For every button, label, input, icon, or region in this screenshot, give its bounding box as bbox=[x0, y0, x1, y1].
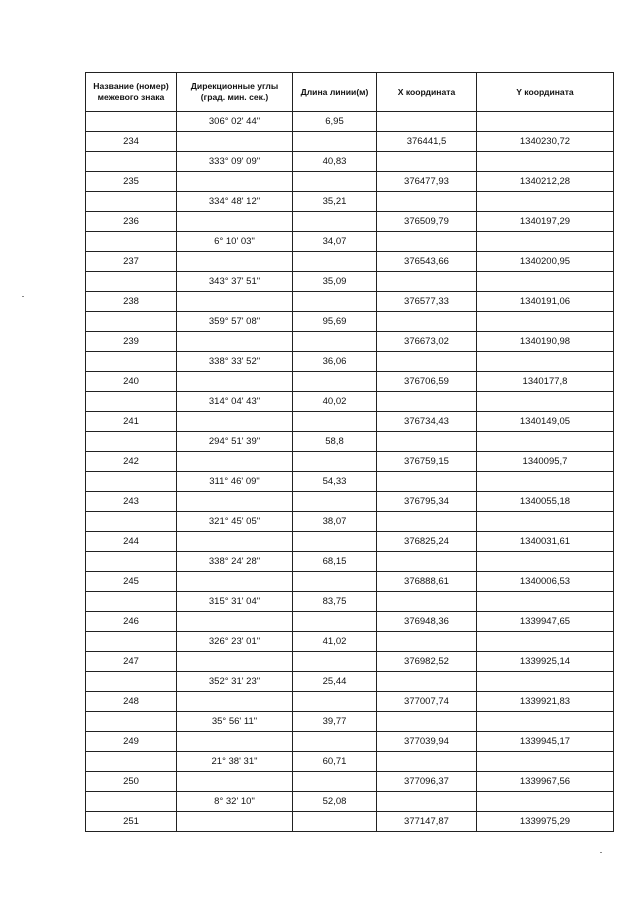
marker-point-row bbox=[86, 812, 614, 832]
line-length-cell: 95,69 bbox=[293, 312, 377, 332]
empty-cell bbox=[177, 292, 293, 312]
empty-cell bbox=[86, 192, 177, 212]
empty-cell bbox=[86, 792, 177, 812]
empty-cell bbox=[293, 332, 377, 352]
empty-cell bbox=[177, 132, 293, 152]
direction-angle-cell: 321° 45' 05" bbox=[177, 512, 293, 532]
empty-cell bbox=[86, 712, 177, 732]
empty-cell bbox=[86, 232, 177, 252]
empty-cell bbox=[377, 392, 477, 412]
direction-angle-cell: 326° 23' 01" bbox=[177, 632, 293, 652]
x-coordinate-cell: 376477,93 bbox=[377, 172, 477, 192]
marker-point-row bbox=[86, 132, 614, 152]
direction-angle-cell: 306° 02' 44" bbox=[177, 112, 293, 132]
empty-cell bbox=[293, 692, 377, 712]
empty-cell bbox=[377, 352, 477, 372]
direction-angle-cell: 8° 32' 10" bbox=[177, 792, 293, 812]
segment-row bbox=[86, 512, 614, 532]
x-coordinate-cell: 377039,94 bbox=[377, 732, 477, 752]
empty-cell bbox=[177, 812, 293, 832]
line-length-cell: 34,07 bbox=[293, 232, 377, 252]
y-coordinate-cell: 1340200,95 bbox=[477, 252, 614, 272]
marker-point-row bbox=[86, 452, 614, 472]
marker-name-cell: 249 bbox=[86, 732, 177, 752]
header-direction-angle: Дирекционные углы (град. мин. сек.) bbox=[177, 73, 293, 112]
y-coordinate-cell: 1340212,28 bbox=[477, 172, 614, 192]
marker-point-row bbox=[86, 652, 614, 672]
x-coordinate-cell: 376706,59 bbox=[377, 372, 477, 392]
empty-cell bbox=[477, 112, 614, 132]
empty-cell bbox=[477, 552, 614, 572]
marker-name-cell: 239 bbox=[86, 332, 177, 352]
empty-cell bbox=[177, 452, 293, 472]
empty-cell bbox=[86, 512, 177, 532]
empty-cell bbox=[293, 532, 377, 552]
empty-cell bbox=[477, 592, 614, 612]
empty-cell bbox=[293, 452, 377, 472]
segment-row bbox=[86, 192, 614, 212]
empty-cell bbox=[86, 592, 177, 612]
empty-cell bbox=[86, 152, 177, 172]
empty-cell bbox=[377, 432, 477, 452]
empty-cell bbox=[293, 652, 377, 672]
line-length-cell: 41,02 bbox=[293, 632, 377, 652]
empty-cell bbox=[86, 352, 177, 372]
x-coordinate-cell: 376948,36 bbox=[377, 612, 477, 632]
y-coordinate-cell: 1340149,05 bbox=[477, 412, 614, 432]
y-coordinate-cell: 1340230,72 bbox=[477, 132, 614, 152]
x-coordinate-cell: 376825,24 bbox=[377, 532, 477, 552]
empty-cell bbox=[293, 292, 377, 312]
segment-row bbox=[86, 672, 614, 692]
empty-cell bbox=[377, 472, 477, 492]
empty-cell bbox=[293, 412, 377, 432]
marker-point-row bbox=[86, 732, 614, 752]
empty-cell bbox=[377, 632, 477, 652]
direction-angle-cell: 333° 09' 09" bbox=[177, 152, 293, 172]
header-line-length: Длина линии(м) bbox=[293, 73, 377, 112]
empty-cell bbox=[477, 392, 614, 412]
empty-cell bbox=[293, 612, 377, 632]
marker-name-cell: 240 bbox=[86, 372, 177, 392]
x-coordinate-cell: 377147,87 bbox=[377, 812, 477, 832]
direction-angle-cell: 338° 24' 28" bbox=[177, 552, 293, 572]
empty-cell bbox=[86, 472, 177, 492]
y-coordinate-cell: 1340031,61 bbox=[477, 532, 614, 552]
empty-cell bbox=[86, 272, 177, 292]
empty-cell bbox=[477, 632, 614, 652]
marker-name-cell: 244 bbox=[86, 532, 177, 552]
segment-row bbox=[86, 592, 614, 612]
scan-speck bbox=[22, 296, 24, 297]
empty-cell bbox=[377, 152, 477, 172]
y-coordinate-cell: 1340055,18 bbox=[477, 492, 614, 512]
empty-cell bbox=[377, 112, 477, 132]
marker-name-cell: 245 bbox=[86, 572, 177, 592]
empty-cell bbox=[377, 552, 477, 572]
empty-cell bbox=[477, 272, 614, 292]
marker-name-cell: 234 bbox=[86, 132, 177, 152]
marker-point-row bbox=[86, 372, 614, 392]
empty-cell bbox=[293, 572, 377, 592]
marker-point-row bbox=[86, 612, 614, 632]
marker-name-cell: 247 bbox=[86, 652, 177, 672]
empty-cell bbox=[477, 192, 614, 212]
line-length-cell: 40,02 bbox=[293, 392, 377, 412]
line-length-cell: 36,06 bbox=[293, 352, 377, 372]
empty-cell bbox=[477, 432, 614, 452]
empty-cell bbox=[293, 492, 377, 512]
line-length-cell: 39,77 bbox=[293, 712, 377, 732]
y-coordinate-cell: 1339975,29 bbox=[477, 812, 614, 832]
x-coordinate-cell: 376759,15 bbox=[377, 452, 477, 472]
x-coordinate-cell: 376888,61 bbox=[377, 572, 477, 592]
direction-angle-cell: 359° 57' 08" bbox=[177, 312, 293, 332]
marker-name-cell: 242 bbox=[86, 452, 177, 472]
empty-cell bbox=[377, 752, 477, 772]
line-length-cell: 52,08 bbox=[293, 792, 377, 812]
empty-cell bbox=[293, 132, 377, 152]
empty-cell bbox=[177, 332, 293, 352]
empty-cell bbox=[293, 812, 377, 832]
segment-row bbox=[86, 632, 614, 652]
marker-name-cell: 246 bbox=[86, 612, 177, 632]
empty-cell bbox=[377, 512, 477, 532]
y-coordinate-cell: 1339921,83 bbox=[477, 692, 614, 712]
direction-angle-cell: 311° 46' 09" bbox=[177, 472, 293, 492]
empty-cell bbox=[377, 272, 477, 292]
empty-cell bbox=[86, 632, 177, 652]
empty-cell bbox=[477, 232, 614, 252]
empty-cell bbox=[477, 512, 614, 532]
table-body bbox=[86, 112, 614, 832]
segment-row bbox=[86, 712, 614, 732]
segment-row bbox=[86, 552, 614, 572]
empty-cell bbox=[86, 552, 177, 572]
empty-cell bbox=[377, 312, 477, 332]
empty-cell bbox=[86, 672, 177, 692]
empty-cell bbox=[293, 732, 377, 752]
segment-row bbox=[86, 472, 614, 492]
y-coordinate-cell: 1340191,06 bbox=[477, 292, 614, 312]
marker-point-row bbox=[86, 772, 614, 792]
empty-cell bbox=[293, 772, 377, 792]
line-length-cell: 83,75 bbox=[293, 592, 377, 612]
segment-row bbox=[86, 232, 614, 252]
y-coordinate-cell: 1340095,7 bbox=[477, 452, 614, 472]
line-length-cell: 6,95 bbox=[293, 112, 377, 132]
marker-point-row bbox=[86, 532, 614, 552]
marker-point-row bbox=[86, 172, 614, 192]
empty-cell bbox=[177, 492, 293, 512]
segment-row bbox=[86, 792, 614, 812]
empty-cell bbox=[177, 572, 293, 592]
empty-cell bbox=[293, 172, 377, 192]
line-length-cell: 68,15 bbox=[293, 552, 377, 572]
x-coordinate-cell: 376795,34 bbox=[377, 492, 477, 512]
empty-cell bbox=[177, 252, 293, 272]
scan-speck bbox=[600, 852, 602, 853]
segment-row bbox=[86, 312, 614, 332]
y-coordinate-cell: 1339967,56 bbox=[477, 772, 614, 792]
y-coordinate-cell: 1340190,98 bbox=[477, 332, 614, 352]
line-length-cell: 38,07 bbox=[293, 512, 377, 532]
empty-cell bbox=[177, 652, 293, 672]
line-length-cell: 35,09 bbox=[293, 272, 377, 292]
x-coordinate-cell: 376509,79 bbox=[377, 212, 477, 232]
y-coordinate-cell: 1340177,8 bbox=[477, 372, 614, 392]
empty-cell bbox=[377, 592, 477, 612]
x-coordinate-cell: 376734,43 bbox=[377, 412, 477, 432]
empty-cell bbox=[177, 372, 293, 392]
marker-name-cell: 250 bbox=[86, 772, 177, 792]
empty-cell bbox=[477, 152, 614, 172]
segment-row bbox=[86, 152, 614, 172]
segment-row bbox=[86, 392, 614, 412]
line-length-cell: 54,33 bbox=[293, 472, 377, 492]
header-x-coordinate: X координата bbox=[377, 73, 477, 112]
header-marker-name: Название (номер) межевого знака bbox=[86, 73, 177, 112]
empty-cell bbox=[86, 392, 177, 412]
line-length-cell: 58,8 bbox=[293, 432, 377, 452]
marker-point-row bbox=[86, 572, 614, 592]
segment-row bbox=[86, 112, 614, 132]
empty-cell bbox=[177, 612, 293, 632]
marker-point-row bbox=[86, 292, 614, 312]
header-y-coordinate: Y координата bbox=[477, 73, 614, 112]
marker-name-cell: 243 bbox=[86, 492, 177, 512]
empty-cell bbox=[177, 212, 293, 232]
marker-point-row bbox=[86, 332, 614, 352]
direction-angle-cell: 343° 37' 51" bbox=[177, 272, 293, 292]
marker-point-row bbox=[86, 252, 614, 272]
direction-angle-cell: 314° 04' 43" bbox=[177, 392, 293, 412]
empty-cell bbox=[293, 212, 377, 232]
marker-point-row bbox=[86, 412, 614, 432]
marker-name-cell: 251 bbox=[86, 812, 177, 832]
marker-name-cell: 248 bbox=[86, 692, 177, 712]
y-coordinate-cell: 1340006,53 bbox=[477, 572, 614, 592]
y-coordinate-cell: 1339945,17 bbox=[477, 732, 614, 752]
empty-cell bbox=[477, 472, 614, 492]
empty-cell bbox=[293, 372, 377, 392]
line-length-cell: 60,71 bbox=[293, 752, 377, 772]
y-coordinate-cell: 1339947,65 bbox=[477, 612, 614, 632]
x-coordinate-cell: 377096,37 bbox=[377, 772, 477, 792]
direction-angle-cell: 6° 10' 03" bbox=[177, 232, 293, 252]
table-header-row bbox=[86, 73, 614, 112]
direction-angle-cell: 21° 38' 31" bbox=[177, 752, 293, 772]
segment-row bbox=[86, 432, 614, 452]
empty-cell bbox=[293, 252, 377, 272]
empty-cell bbox=[477, 792, 614, 812]
empty-cell bbox=[177, 172, 293, 192]
empty-cell bbox=[86, 312, 177, 332]
marker-point-row bbox=[86, 692, 614, 712]
empty-cell bbox=[377, 192, 477, 212]
empty-cell bbox=[477, 752, 614, 772]
direction-angle-cell: 338° 33' 52" bbox=[177, 352, 293, 372]
x-coordinate-cell: 376982,52 bbox=[377, 652, 477, 672]
marker-point-row bbox=[86, 212, 614, 232]
x-coordinate-cell: 377007,74 bbox=[377, 692, 477, 712]
line-length-cell: 25,44 bbox=[293, 672, 377, 692]
empty-cell bbox=[377, 792, 477, 812]
empty-cell bbox=[477, 312, 614, 332]
marker-name-cell: 237 bbox=[86, 252, 177, 272]
x-coordinate-cell: 376577,33 bbox=[377, 292, 477, 312]
marker-name-cell: 236 bbox=[86, 212, 177, 232]
marker-point-row bbox=[86, 492, 614, 512]
marker-name-cell: 241 bbox=[86, 412, 177, 432]
direction-angle-cell: 315° 31' 04" bbox=[177, 592, 293, 612]
direction-angle-cell: 334° 48' 12" bbox=[177, 192, 293, 212]
empty-cell bbox=[177, 412, 293, 432]
empty-cell bbox=[86, 432, 177, 452]
segment-row bbox=[86, 752, 614, 772]
y-coordinate-cell: 1340197,29 bbox=[477, 212, 614, 232]
x-coordinate-cell: 376673,02 bbox=[377, 332, 477, 352]
marker-name-cell: 238 bbox=[86, 292, 177, 312]
empty-cell bbox=[377, 712, 477, 732]
empty-cell bbox=[477, 352, 614, 372]
empty-cell bbox=[477, 712, 614, 732]
boundary-coordinates-table bbox=[85, 72, 614, 832]
empty-cell bbox=[177, 772, 293, 792]
x-coordinate-cell: 376441,5 bbox=[377, 132, 477, 152]
segment-row bbox=[86, 352, 614, 372]
segment-row bbox=[86, 272, 614, 292]
direction-angle-cell: 294° 51' 39" bbox=[177, 432, 293, 452]
direction-angle-cell: 35° 56' 11" bbox=[177, 712, 293, 732]
empty-cell bbox=[377, 672, 477, 692]
empty-cell bbox=[477, 672, 614, 692]
line-length-cell: 40,83 bbox=[293, 152, 377, 172]
empty-cell bbox=[177, 692, 293, 712]
empty-cell bbox=[177, 532, 293, 552]
y-coordinate-cell: 1339925,14 bbox=[477, 652, 614, 672]
empty-cell bbox=[86, 752, 177, 772]
empty-cell bbox=[86, 112, 177, 132]
empty-cell bbox=[177, 732, 293, 752]
direction-angle-cell: 352° 31' 23" bbox=[177, 672, 293, 692]
empty-cell bbox=[377, 232, 477, 252]
line-length-cell: 35,21 bbox=[293, 192, 377, 212]
marker-name-cell: 235 bbox=[86, 172, 177, 192]
x-coordinate-cell: 376543,66 bbox=[377, 252, 477, 272]
